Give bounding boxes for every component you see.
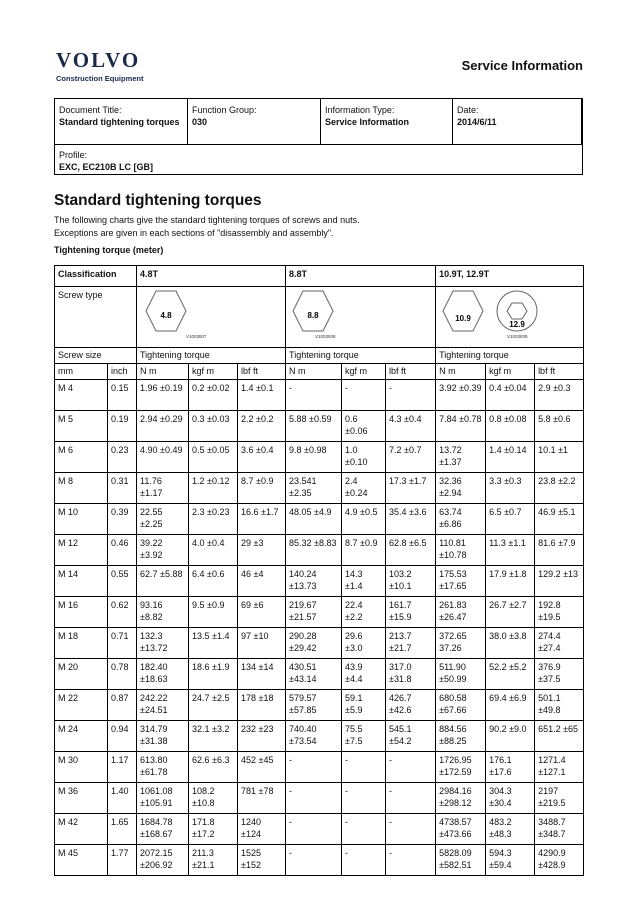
table-cell: 108.2 ±10.8 <box>189 783 238 814</box>
table-cell: 0.46 <box>108 535 137 566</box>
table-row <box>55 535 584 566</box>
table-cell: 219.67 ±21.57 <box>286 597 342 628</box>
table-cell: 14.3 ±1.4 <box>342 566 386 597</box>
table-cell: 7.84 ±0.78 <box>436 411 486 442</box>
table-cell: 39.22 ±3.92 <box>137 535 189 566</box>
table-cell: 48.05 ±4.9 <box>286 504 342 535</box>
doc-title-value: Standard tightening torques <box>59 117 180 127</box>
table-cell: 10.1 ±1 <box>535 442 584 473</box>
table-cell: 9.5 ±0.9 <box>189 597 238 628</box>
volvo-logo <box>56 50 144 83</box>
table-cell: 26.7 ±2.7 <box>486 597 535 628</box>
table-cell: 29.6 ±3.0 <box>342 628 386 659</box>
doc-title-label: Document Title: <box>59 105 122 115</box>
table-cell: 4290.9 ±428.9 <box>535 845 584 876</box>
table-cell: 17.9 ±1.8 <box>486 566 535 597</box>
torque-label: Tightening torque <box>436 348 584 364</box>
table-row <box>55 845 584 876</box>
table-cell: 175.53 ±17.65 <box>436 566 486 597</box>
table-cell: - <box>286 814 342 845</box>
bolt-mark: 12.9 <box>509 320 525 329</box>
profile-value: EXC, EC210B LC [GB] <box>59 162 154 172</box>
table-row <box>55 442 584 473</box>
table-cell: 69.4 ±6.9 <box>486 690 535 721</box>
table-cell: M 10 <box>55 504 108 535</box>
unit-header: kgf m <box>486 364 535 380</box>
table-cell: 3.6 ±0.4 <box>238 442 286 473</box>
table-cell: 1.4 ±0.1 <box>238 380 286 411</box>
document-header <box>54 98 583 175</box>
table-cell: 452 ±45 <box>238 752 286 783</box>
table-cell: 211.3 ±21.1 <box>189 845 238 876</box>
table-cell: 4.0 ±0.4 <box>189 535 238 566</box>
torque-label: Tightening torque <box>286 348 436 364</box>
bolt-mark: 10.9 <box>455 314 471 323</box>
torque-table <box>54 265 584 876</box>
unit-header: N m <box>137 364 189 380</box>
hex-bolt-socket-icon <box>439 285 587 341</box>
unit-header: kgf m <box>189 364 238 380</box>
table-cell: 81.6 ±7.9 <box>535 535 584 566</box>
table-cell: 232 ±23 <box>238 721 286 752</box>
table-cell: 97 ±10 <box>238 628 286 659</box>
table-cell: 5.8 ±0.6 <box>535 411 584 442</box>
table-cell: 8.7 ±0.9 <box>238 473 286 504</box>
table-cell: 38.0 ±3.8 <box>486 628 535 659</box>
table-cell: 59.1 ±5.9 <box>342 690 386 721</box>
table-cell: 46 ±4 <box>238 566 286 597</box>
unit-header: lbf ft <box>535 364 584 380</box>
table-cell: 52.2 ±5.2 <box>486 659 535 690</box>
screw-size-row <box>55 348 584 364</box>
table-cell: 0.62 <box>108 597 137 628</box>
table-cell: 1.65 <box>108 814 137 845</box>
class-header: 10.9T, 12.9T <box>436 266 584 287</box>
unit-header: inch <box>108 364 137 380</box>
table-cell: M 16 <box>55 597 108 628</box>
image-code: V1003938 <box>315 334 336 339</box>
table-cell: 740.40 ±73.54 <box>286 721 342 752</box>
table-cell: 17.3 ±1.7 <box>386 473 436 504</box>
table-cell: 483.2 ±48.3 <box>486 814 535 845</box>
table-cell: 3.3 ±0.3 <box>486 473 535 504</box>
unit-header: lbf ft <box>238 364 286 380</box>
table-cell: 16.6 ±1.7 <box>238 504 286 535</box>
table-cell: 1.40 <box>108 783 137 814</box>
screw-image-cell <box>286 287 436 348</box>
table-row <box>55 628 584 659</box>
table-cell: 594.3 ±59.4 <box>486 845 535 876</box>
table-cell: 1061.08 ±105.91 <box>137 783 189 814</box>
table-row <box>55 504 584 535</box>
table-cell: - <box>342 845 386 876</box>
table-cell: M 6 <box>55 442 108 473</box>
table-cell: 1.2 ±0.12 <box>189 473 238 504</box>
table-row <box>55 380 584 411</box>
table-cell: 0.39 <box>108 504 137 535</box>
table-cell: 0.4 ±0.04 <box>486 380 535 411</box>
table-cell: 781 ±78 <box>238 783 286 814</box>
table-cell: 32.1 ±3.2 <box>189 721 238 752</box>
table-cell: 1.77 <box>108 845 137 876</box>
table-cell: 430.51 ±43.14 <box>286 659 342 690</box>
table-cell: 0.94 <box>108 721 137 752</box>
doc-title-cell <box>55 99 188 144</box>
table-cell: 3.92 ±0.39 <box>436 380 486 411</box>
table-cell: 0.55 <box>108 566 137 597</box>
table-row <box>55 597 584 628</box>
function-group-cell <box>188 99 321 144</box>
date-value: 2014/6/11 <box>457 117 497 127</box>
table-cell: 2197 ±219.5 <box>535 783 584 814</box>
table-cell: 2984.16 ±298.12 <box>436 783 486 814</box>
table-cell: M 42 <box>55 814 108 845</box>
table-cell: 46.9 ±5.1 <box>535 504 584 535</box>
table-cell: 23.8 ±2.2 <box>535 473 584 504</box>
table-cell: 1.4 ±0.14 <box>486 442 535 473</box>
table-row <box>55 690 584 721</box>
table-cell: 62.6 ±6.3 <box>189 752 238 783</box>
table-cell: 242.22 ±24.51 <box>137 690 189 721</box>
bolt-mark: 8.8 <box>307 311 319 320</box>
table-cell: - <box>386 752 436 783</box>
table-cell: 103.2 ±10.1 <box>386 566 436 597</box>
service-information-heading: Service Information <box>461 58 583 73</box>
table-cell: 1726.95 ±172.59 <box>436 752 486 783</box>
table-cell: M 4 <box>55 380 108 411</box>
table-cell: 18.6 ±1.9 <box>189 659 238 690</box>
information-type-cell <box>321 99 453 144</box>
function-group-value: 030 <box>192 117 208 127</box>
table-cell: 0.78 <box>108 659 137 690</box>
table-cell: 884.56 ±88.25 <box>436 721 486 752</box>
table-cell: 171.8 ±17.2 <box>189 814 238 845</box>
unit-header-row <box>55 364 584 380</box>
table-cell: 0.8 ±0.08 <box>486 411 535 442</box>
table-cell: - <box>286 783 342 814</box>
screw-type-row <box>55 287 584 348</box>
table-cell: 35.4 ±3.6 <box>386 504 436 535</box>
table-cell: 1271.4 ±127.1 <box>535 752 584 783</box>
table-cell: 161.7 ±15.9 <box>386 597 436 628</box>
table-cell: 22.55 ±2.25 <box>137 504 189 535</box>
table-cell: 261.83 ±26.47 <box>436 597 486 628</box>
unit-header: kgf m <box>342 364 386 380</box>
profile-label: Profile: <box>59 150 88 160</box>
image-code: V1003939 <box>507 334 528 339</box>
table-cell: 372.65 37.26 <box>436 628 486 659</box>
table-cell: 110.81 ±10.78 <box>436 535 486 566</box>
information-type-label: Information Type: <box>325 105 395 115</box>
table-cell: 0.87 <box>108 690 137 721</box>
table-cell: - <box>386 814 436 845</box>
table-cell: 178 ±18 <box>238 690 286 721</box>
date-label: Date: <box>457 105 479 115</box>
table-cell: 304.3 ±30.4 <box>486 783 535 814</box>
table-cell: 69 ±6 <box>238 597 286 628</box>
table-row <box>55 783 584 814</box>
table-cell: - <box>342 380 386 411</box>
table-cell: 1240 ±124 <box>238 814 286 845</box>
table-cell: 75.5 ±7.5 <box>342 721 386 752</box>
table-cell: 1.0 ±0.10 <box>342 442 386 473</box>
table-cell: M 36 <box>55 783 108 814</box>
table-cell: 680.58 ±67.66 <box>436 690 486 721</box>
table-cell: - <box>342 783 386 814</box>
table-cell: M 45 <box>55 845 108 876</box>
brand-subtitle: Construction Equipment <box>56 74 144 83</box>
table-row <box>55 659 584 690</box>
table-cell: M 8 <box>55 473 108 504</box>
table-cell: 0.15 <box>108 380 137 411</box>
table-cell: 134 ±14 <box>238 659 286 690</box>
table-cell: 192.8 ±19.5 <box>535 597 584 628</box>
page-title: Standard tightening torques <box>54 192 262 209</box>
table-cell: 0.6 ±0.06 <box>342 411 386 442</box>
unit-header: N m <box>286 364 342 380</box>
table-cell: 0.2 ±0.02 <box>189 380 238 411</box>
table-cell: 24.7 ±2.5 <box>189 690 238 721</box>
table-cell: M 12 <box>55 535 108 566</box>
table-cell: - <box>386 783 436 814</box>
table-cell: 5828.09 ±582.51 <box>436 845 486 876</box>
table-cell: 1.17 <box>108 752 137 783</box>
intro-line-2: Exceptions are given in each sections of "disassembly and assembly". <box>54 228 334 238</box>
table-cell: 651.2 ±65 <box>535 721 584 752</box>
function-group-label: Function Group: <box>192 105 257 115</box>
table-cell: 314.79 ±31.38 <box>137 721 189 752</box>
table-cell: 2072.15 ±206.92 <box>137 845 189 876</box>
table-cell: 32.36 ±2.94 <box>436 473 486 504</box>
table-cell: 0.31 <box>108 473 137 504</box>
table-cell: 0.19 <box>108 411 137 442</box>
table-cell: 4.90 ±0.49 <box>137 442 189 473</box>
table-cell: - <box>386 380 436 411</box>
date-cell <box>453 99 582 144</box>
table-cell: - <box>386 845 436 876</box>
table-cell: 511.90 ±50.99 <box>436 659 486 690</box>
table-cell: 290.28 ±29.42 <box>286 628 342 659</box>
table-row <box>55 411 584 442</box>
table-cell: 23.541 ±2.35 <box>286 473 342 504</box>
classification-row <box>55 266 584 287</box>
intro-text <box>54 214 574 240</box>
table-row <box>55 721 584 752</box>
screw-size-label: Screw size <box>55 348 137 364</box>
table-row <box>55 473 584 504</box>
hex-bolt-8-8-icon <box>289 285 439 341</box>
table-cell: 62.8 ±6.5 <box>386 535 436 566</box>
intro-line-1: The following charts give the standard tightening torques of screws and nuts. <box>54 215 360 225</box>
table-cell: 0.3 ±0.03 <box>189 411 238 442</box>
profile-row <box>55 144 582 175</box>
table-cell: 317.0 ±31.8 <box>386 659 436 690</box>
table-cell: 2.4 ±0.24 <box>342 473 386 504</box>
class-header: 4.8T <box>137 266 286 287</box>
table-cell: 7.2 ±0.7 <box>386 442 436 473</box>
bolt-mark: 4.8 <box>160 311 172 320</box>
table-cell: 63.74 ±6.86 <box>436 504 486 535</box>
brand-name: VOLVO <box>56 48 141 72</box>
table-cell: 11.76 ±1.17 <box>137 473 189 504</box>
table-cell: - <box>286 845 342 876</box>
table-cell: M 18 <box>55 628 108 659</box>
table-cell: 501.1 ±49.8 <box>535 690 584 721</box>
unit-header: mm <box>55 364 108 380</box>
screw-type-label: Screw type <box>55 287 137 348</box>
table-cell: - <box>342 752 386 783</box>
table-cell: M 30 <box>55 752 108 783</box>
table-cell: 1525 ±152 <box>238 845 286 876</box>
table-cell: 545.1 ±54.2 <box>386 721 436 752</box>
table-cell: 0.71 <box>108 628 137 659</box>
table-cell: M 14 <box>55 566 108 597</box>
table-cell: 274.4 ±27.4 <box>535 628 584 659</box>
table-cell: 85.32 ±8.83 <box>286 535 342 566</box>
classification-label: Classification <box>55 266 137 287</box>
class-header: 8.8T <box>286 266 436 287</box>
table-cell: 376.9 ±37.5 <box>535 659 584 690</box>
table-cell: 129.2 ±13 <box>535 566 584 597</box>
table-cell: 579.57 ±57.85 <box>286 690 342 721</box>
table-cell: - <box>342 814 386 845</box>
table-cell: 4.3 ±0.4 <box>386 411 436 442</box>
image-code: V1003937 <box>186 334 207 339</box>
table-cell: 90.2 ±9.0 <box>486 721 535 752</box>
table-cell: - <box>286 752 342 783</box>
table-cell: 6.5 ±0.7 <box>486 504 535 535</box>
table-cell: 2.9 ±0.3 <box>535 380 584 411</box>
table-cell: 1684.78 ±168.67 <box>137 814 189 845</box>
table-cell: 43.9 ±4.4 <box>342 659 386 690</box>
table-cell: 9.8 ±0.98 <box>286 442 342 473</box>
table-cell: 2.2 ±0.2 <box>238 411 286 442</box>
table-cell: 6.4 ±0.6 <box>189 566 238 597</box>
table-title: Tightening torque (meter) <box>54 245 164 255</box>
table-cell: 1.96 ±0.19 <box>137 380 189 411</box>
table-cell: 132.3 ±13.72 <box>137 628 189 659</box>
table-cell: 613.80 ±61.78 <box>137 752 189 783</box>
table-row <box>55 566 584 597</box>
hex-bolt-4-8-icon <box>140 285 286 341</box>
screw-image-cell <box>137 287 286 348</box>
table-cell: 29 ±3 <box>238 535 286 566</box>
table-cell: 2.3 ±0.23 <box>189 504 238 535</box>
table-cell: 426.7 ±42.6 <box>386 690 436 721</box>
table-cell: 11.3 ±1.1 <box>486 535 535 566</box>
information-type-value: Service Information <box>325 117 410 127</box>
table-cell: 8.7 ±0.9 <box>342 535 386 566</box>
table-cell: 22.4 ±2.2 <box>342 597 386 628</box>
table-cell: - <box>286 380 342 411</box>
torque-label: Tightening torque <box>137 348 286 364</box>
table-cell: 213.7 ±21.7 <box>386 628 436 659</box>
table-cell: M 24 <box>55 721 108 752</box>
table-cell: 182.40 ±18.63 <box>137 659 189 690</box>
screw-image-cell <box>436 287 584 348</box>
table-cell: 0.23 <box>108 442 137 473</box>
table-cell: 13.72 ±1.37 <box>436 442 486 473</box>
table-row <box>55 814 584 845</box>
unit-header: N m <box>436 364 486 380</box>
table-cell: 5.88 ±0.59 <box>286 411 342 442</box>
table-cell: 62.7 ±5.88 <box>137 566 189 597</box>
table-cell: 176.1 ±17.6 <box>486 752 535 783</box>
table-cell: 0.5 ±0.05 <box>189 442 238 473</box>
table-cell: 2.94 ±0.29 <box>137 411 189 442</box>
unit-header: lbf ft <box>386 364 436 380</box>
table-cell: M 20 <box>55 659 108 690</box>
table-cell: 4738.57 ±473.66 <box>436 814 486 845</box>
table-cell: 3488.7 ±348.7 <box>535 814 584 845</box>
table-cell: M 22 <box>55 690 108 721</box>
table-cell: 13.5 ±1.4 <box>189 628 238 659</box>
table-cell: 93.16 ±8.82 <box>137 597 189 628</box>
table-cell: 4.9 ±0.5 <box>342 504 386 535</box>
table-cell: 140.24 ±13.73 <box>286 566 342 597</box>
table-row <box>55 752 584 783</box>
table-cell: M 5 <box>55 411 108 442</box>
